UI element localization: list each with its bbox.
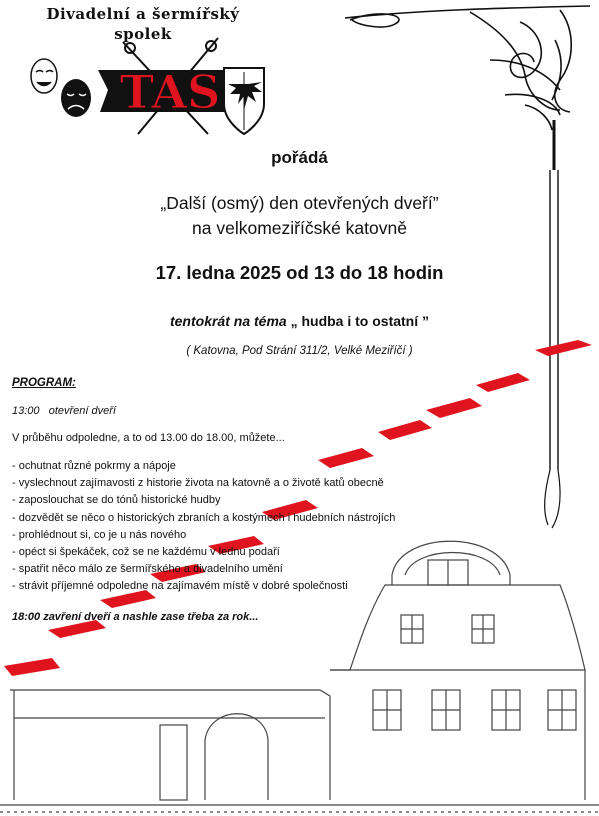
club-name-line1: Divadelní a šermířský bbox=[46, 5, 240, 23]
list-item: - zaposlouchat se do tónů historické hudby bbox=[12, 494, 221, 507]
event-address: ( Katovna, Pod Strání 311/2, Velké Meziříčí ) bbox=[186, 345, 413, 357]
tas-logo bbox=[28, 34, 268, 146]
event-title-line2: na velkomeziříčské katovně bbox=[192, 218, 407, 238]
theatre-masks-icon bbox=[31, 59, 91, 117]
list-item: - strávit příjemné odpoledne na zajímavém místě v dobré společnosti bbox=[12, 580, 348, 593]
list-item: - prohlédnout si, co je u nás nového bbox=[12, 528, 187, 541]
program-label: PROGRAM: bbox=[12, 377, 76, 389]
club-name-line2: spolek bbox=[114, 25, 172, 43]
list-item: - opéct si špekáček, což se ne každému v lednu podaří bbox=[12, 545, 280, 558]
event-date-time: 17. ledna 2025 od 13 do 18 hodin bbox=[155, 262, 444, 283]
theme-value: „ hudba i to ostatní ” bbox=[286, 313, 430, 329]
program-list bbox=[12, 458, 395, 596]
presents-heading: pořádá bbox=[271, 148, 328, 167]
logo-text: TAS bbox=[119, 65, 221, 119]
list-item: - ochutnat různé pokrmy a nápoje bbox=[12, 460, 176, 472]
program-closing: 18:00 zavření dveří a nashle zase třeba za rok... bbox=[12, 611, 259, 623]
event-title-line1: „Další (osmý) den otevřených dveří” bbox=[160, 193, 439, 213]
list-item: - vyslechnout zajímavosti z historie života na katovně a o životě katů obecně bbox=[12, 477, 384, 490]
flourish-ornament bbox=[345, 6, 590, 130]
program-intro: V průběhu odpoledne, a to od 13.00 do 18.00, můžete... bbox=[12, 432, 285, 444]
opening-time: 13:00 bbox=[12, 405, 40, 417]
list-item: - spatřit něco málo ze šermířského a divadelního umění bbox=[12, 563, 283, 576]
list-item: - dozvědět se něco o historických zbraních a kostýmech i hudebních nástrojích bbox=[12, 511, 396, 524]
opening-text: otevření dveří bbox=[48, 405, 116, 417]
event-theme bbox=[0, 313, 599, 329]
coat-of-arms-icon bbox=[224, 68, 264, 134]
program-opening bbox=[12, 405, 116, 417]
theme-prefix: tentokrát na téma bbox=[169, 313, 287, 329]
